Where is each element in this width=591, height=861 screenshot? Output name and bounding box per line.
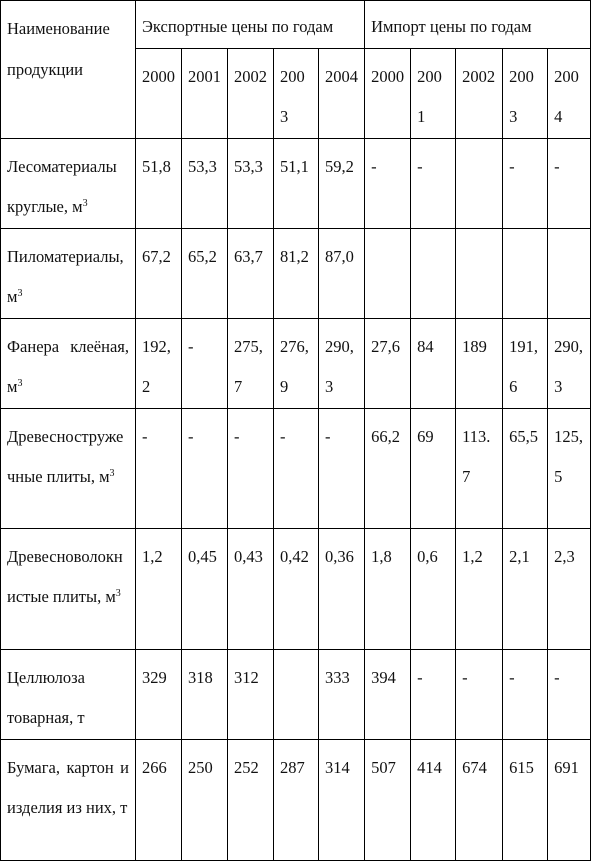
export-value-cell: 329 (136, 649, 182, 739)
import-value-cell: 65,5 (503, 408, 548, 528)
product-name-cell (1, 528, 136, 649)
export-value-cell: - (182, 408, 228, 528)
name-column-header: Наименование продукции (1, 1, 136, 139)
import-value-cell (503, 228, 548, 318)
product-name: Лесоматериалы круглые, м (7, 156, 117, 216)
import-value-cell: 125,5 (548, 408, 591, 528)
import-value-cell: - (503, 649, 548, 739)
import-value-cell: 2,1 (503, 528, 548, 649)
import-value-cell: 615 (503, 739, 548, 860)
import-value-cell: 84 (411, 318, 456, 408)
export-value-cell: 0,42 (274, 528, 319, 649)
import-value-cell: - (365, 138, 411, 228)
import-value-cell: 674 (456, 739, 503, 860)
export-value-cell: 314 (319, 739, 365, 860)
export-value-cell: 266 (136, 739, 182, 860)
import-value-cell: 69 (411, 408, 456, 528)
import-value-cell: 414 (411, 739, 456, 860)
import-value-cell: - (456, 649, 503, 739)
export-value-cell: 0,36 (319, 528, 365, 649)
import-value-cell: - (548, 138, 591, 228)
table-row (1, 228, 591, 318)
product-name-cell (1, 649, 136, 739)
import-value-cell: 66,2 (365, 408, 411, 528)
export-value-cell: 1,2 (136, 528, 182, 649)
export-year-header: 2001 (182, 48, 228, 138)
product-name-cell (1, 228, 136, 318)
unit-superscript: 3 (17, 378, 23, 389)
import-value-cell (456, 138, 503, 228)
export-year-header: 2000 (136, 48, 182, 138)
export-value-cell: 290,3 (319, 318, 365, 408)
export-value-cell: 81,2 (274, 228, 319, 318)
header-row-groups (1, 1, 591, 49)
import-value-cell: 1,2 (456, 528, 503, 649)
table-row (1, 739, 591, 860)
import-value-cell: - (411, 138, 456, 228)
import-value-cell: - (503, 138, 548, 228)
export-value-cell: 53,3 (182, 138, 228, 228)
export-value-cell: 0,43 (228, 528, 274, 649)
product-name-cell (1, 318, 136, 408)
import-value-cell: 1,8 (365, 528, 411, 649)
product-name: Целлюлоза товарная, т (7, 667, 85, 727)
export-value-cell: - (228, 408, 274, 528)
export-value-cell: 65,2 (182, 228, 228, 318)
unit-superscript: 3 (82, 198, 88, 209)
import-value-cell: - (411, 649, 456, 739)
export-value-cell: 276,9 (274, 318, 319, 408)
export-value-cell: 312 (228, 649, 274, 739)
export-value-cell: 0,45 (182, 528, 228, 649)
export-value-cell: 51,1 (274, 138, 319, 228)
import-year-header: 2001 (411, 48, 456, 138)
export-value-cell: - (274, 408, 319, 528)
export-value-cell: 53,3 (228, 138, 274, 228)
import-value-cell: 113.7 (456, 408, 503, 528)
export-value-cell: - (136, 408, 182, 528)
export-value-cell: 287 (274, 739, 319, 860)
import-value-cell (411, 228, 456, 318)
import-value-cell: 2,3 (548, 528, 591, 649)
import-year-header: 2002 (456, 48, 503, 138)
product-name-cell (1, 739, 136, 860)
unit-superscript: 3 (115, 588, 121, 599)
export-value-cell: 250 (182, 739, 228, 860)
import-value-cell: 0,6 (411, 528, 456, 649)
product-name-cell (1, 138, 136, 228)
product-name: Пиломатериалы, м (7, 246, 124, 306)
export-year-header: 2003 (274, 48, 319, 138)
export-value-cell: 252 (228, 739, 274, 860)
product-name: Древесностружечные плиты, м (7, 426, 124, 486)
import-year-header: 2004 (548, 48, 591, 138)
export-year-header: 2002 (228, 48, 274, 138)
product-name: Фанера клеёная, м (7, 336, 129, 396)
export-value-cell (274, 649, 319, 739)
export-value-cell: - (319, 408, 365, 528)
export-group-header: Экспортные цены по годам (136, 1, 365, 49)
import-value-cell: 691 (548, 739, 591, 860)
unit-superscript: 3 (17, 288, 23, 299)
import-value-cell: 290,3 (548, 318, 591, 408)
export-value-cell: 87,0 (319, 228, 365, 318)
import-year-header: 2000 (365, 48, 411, 138)
export-value-cell: 51,8 (136, 138, 182, 228)
export-year-header: 2004 (319, 48, 365, 138)
table-row (1, 649, 591, 739)
table-row (1, 138, 591, 228)
table-row (1, 318, 591, 408)
import-value-cell: 507 (365, 739, 411, 860)
import-value-cell: 191,6 (503, 318, 548, 408)
import-value-cell: 189 (456, 318, 503, 408)
import-value-cell (365, 228, 411, 318)
import-value-cell: - (548, 649, 591, 739)
export-value-cell: 275,7 (228, 318, 274, 408)
export-value-cell: 59,2 (319, 138, 365, 228)
table-row (1, 408, 591, 528)
import-value-cell: 27,6 (365, 318, 411, 408)
export-value-cell: 333 (319, 649, 365, 739)
import-value-cell (548, 228, 591, 318)
export-value-cell: 192,2 (136, 318, 182, 408)
import-group-header: Импорт цены по годам (365, 1, 591, 49)
product-name: Древесноволокнистые плиты, м (7, 546, 123, 606)
import-value-cell: 394 (365, 649, 411, 739)
product-name: Бумага, картон и изделия из них, т (7, 757, 129, 817)
export-value-cell: 63,7 (228, 228, 274, 318)
export-value-cell: - (182, 318, 228, 408)
unit-superscript: 3 (109, 468, 115, 479)
product-name-cell (1, 408, 136, 528)
export-value-cell: 67,2 (136, 228, 182, 318)
import-year-header: 2003 (503, 48, 548, 138)
export-value-cell: 318 (182, 649, 228, 739)
table-row (1, 528, 591, 649)
import-value-cell (456, 228, 503, 318)
